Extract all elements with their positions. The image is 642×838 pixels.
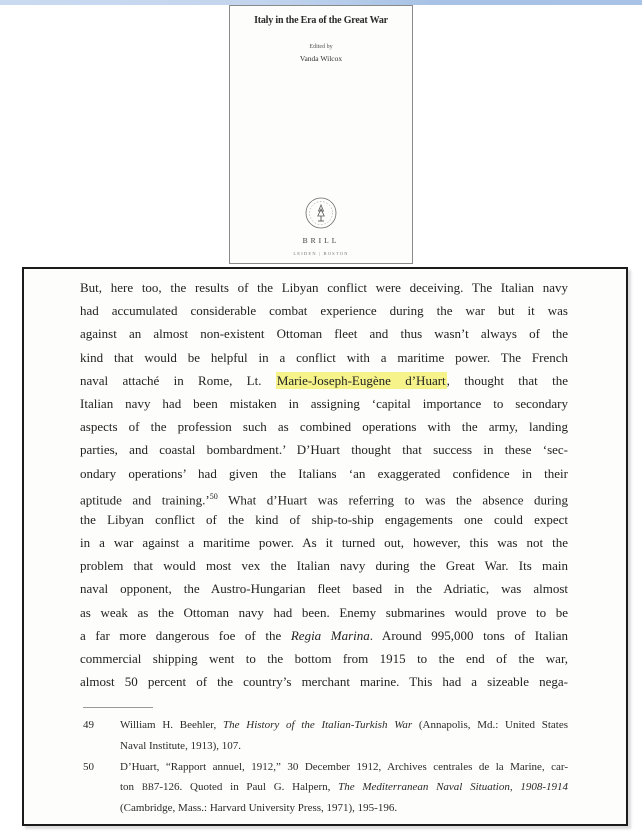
text-segment: aptitude and training.’	[80, 492, 210, 508]
text-line	[80, 346, 568, 369]
publisher-name: BRILL	[302, 236, 340, 245]
text-segment: , thought that the	[446, 372, 568, 388]
text-line	[80, 531, 568, 554]
text-segment: (Cambridge, Mass.: Harvard University Press, 1971), 195-196.	[120, 802, 398, 815]
text-line	[120, 736, 568, 757]
publisher-cities: LEIDEN | BOSTON	[293, 251, 349, 256]
text-segment: the Libyan conflict of the kind of ship-to-ship engagements one could expect	[80, 511, 568, 527]
text-segment: . Around 995,000 tons of Italian	[369, 627, 569, 643]
text-line	[80, 392, 568, 415]
text-segment: What d’Huart was referring to was the absence during	[217, 492, 568, 508]
highlight-annotation[interactable]: Marie-Joseph-Eugène d’Huart	[276, 372, 446, 388]
text-segment: (Annapolis, Md.: United States	[412, 719, 568, 731]
text-segment: commercial shipping went to the bottom from 1915 to the end of the war,	[80, 651, 568, 666]
text-line	[80, 508, 568, 531]
footnote-separator	[83, 707, 153, 708]
editor-name: Vanda Wilcox	[299, 54, 343, 63]
text-segment: D’Huart, “Rapport annuel, 1912,” 30 December 1912, Archives centrales de la Marine, car-	[120, 760, 568, 773]
footnote-number: 49	[83, 719, 94, 731]
text-segment: naval attaché in Rome, Lt.	[80, 372, 276, 388]
text-line	[120, 715, 568, 736]
text-segment: in a war against a maritime power. As it turned out, however, this was not the	[80, 535, 568, 551]
footnote-50	[83, 757, 568, 819]
text-segment: BB	[141, 782, 154, 793]
text-line	[120, 757, 568, 778]
edited-by-label: Edited by	[309, 44, 333, 50]
text-segment: almost 50 percent of the country’s merchant marine. This had a sizeable nega-	[80, 674, 568, 690]
text-page	[22, 267, 628, 826]
book-title: Italy in the Era of the Great War	[254, 15, 388, 26]
text-line	[80, 276, 568, 299]
text-line	[80, 415, 568, 438]
text-line	[80, 624, 568, 647]
text-segment: The History of the Italian-Turkish War	[223, 719, 413, 731]
body-paragraph	[80, 276, 568, 693]
text-line	[120, 798, 568, 819]
text-segment: But, here too, the results of the Libyan conflict were deceiving. The Italian navy	[80, 280, 568, 295]
text-segment: William H. Beehler,	[120, 719, 224, 731]
text-line	[80, 670, 568, 693]
text-line	[80, 438, 568, 461]
text-segment: naval opponent, the Austro-Hungarian fleet based in the Adriatic, was almost	[80, 581, 568, 597]
text-segment: 7-126. Quoted in Paul G. Halpern,	[153, 781, 339, 794]
text-segment: against an almost non-existent Ottoman fleet and thus wasn’t always of the	[80, 326, 568, 342]
text-line	[80, 322, 568, 345]
text-segment: The Mediterranean Naval Situation, 1908-1914	[338, 781, 568, 794]
footnote-text	[120, 757, 568, 819]
brill-logo-icon	[230, 195, 412, 231]
text-segment: ton	[120, 781, 142, 794]
text-line	[80, 647, 568, 670]
text-segment: had accumulated considerable combat experience during the war but it was	[80, 303, 568, 319]
text-line	[120, 777, 568, 798]
footnote-text	[120, 715, 568, 757]
text-segment: parties, and coastal bombardment.’ D’Huart thought that success in these ‘sec-	[80, 442, 568, 458]
title-page-thumbnail	[229, 5, 413, 264]
text-segment: Regia Marina	[290, 627, 370, 643]
text-segment: 50	[209, 491, 218, 501]
text-line	[80, 369, 568, 392]
text-line	[80, 462, 568, 485]
text-line	[80, 554, 568, 577]
footnotes-section	[83, 707, 568, 819]
footnote-49	[83, 715, 568, 757]
text-line	[80, 601, 568, 624]
text-segment: a far more dangerous foe of the	[80, 627, 291, 643]
text-line	[80, 577, 568, 600]
text-segment: Naval Institute, 1913), 107.	[120, 739, 241, 752]
text-segment: aspects of the profession such as combined operations with the army, landing	[80, 419, 568, 435]
text-segment: problem that would most vex the Italian navy during the Great War. Its main	[80, 558, 568, 574]
footnote-number: 50	[83, 760, 94, 773]
text-segment: Italian navy had been mistaken in assigning ‘capital importance to secondary	[80, 395, 568, 411]
text-segment: as weak as the Ottoman navy had been. Enemy submarines would prove to be	[80, 604, 568, 620]
text-segment: kind that would be helpful in a conflict with a maritime power. The French	[80, 349, 568, 365]
text-line	[80, 485, 568, 508]
text-segment: ondary operations’ had given the Italians ‘an exaggerated confidence in their	[80, 465, 568, 481]
text-line	[80, 299, 568, 322]
